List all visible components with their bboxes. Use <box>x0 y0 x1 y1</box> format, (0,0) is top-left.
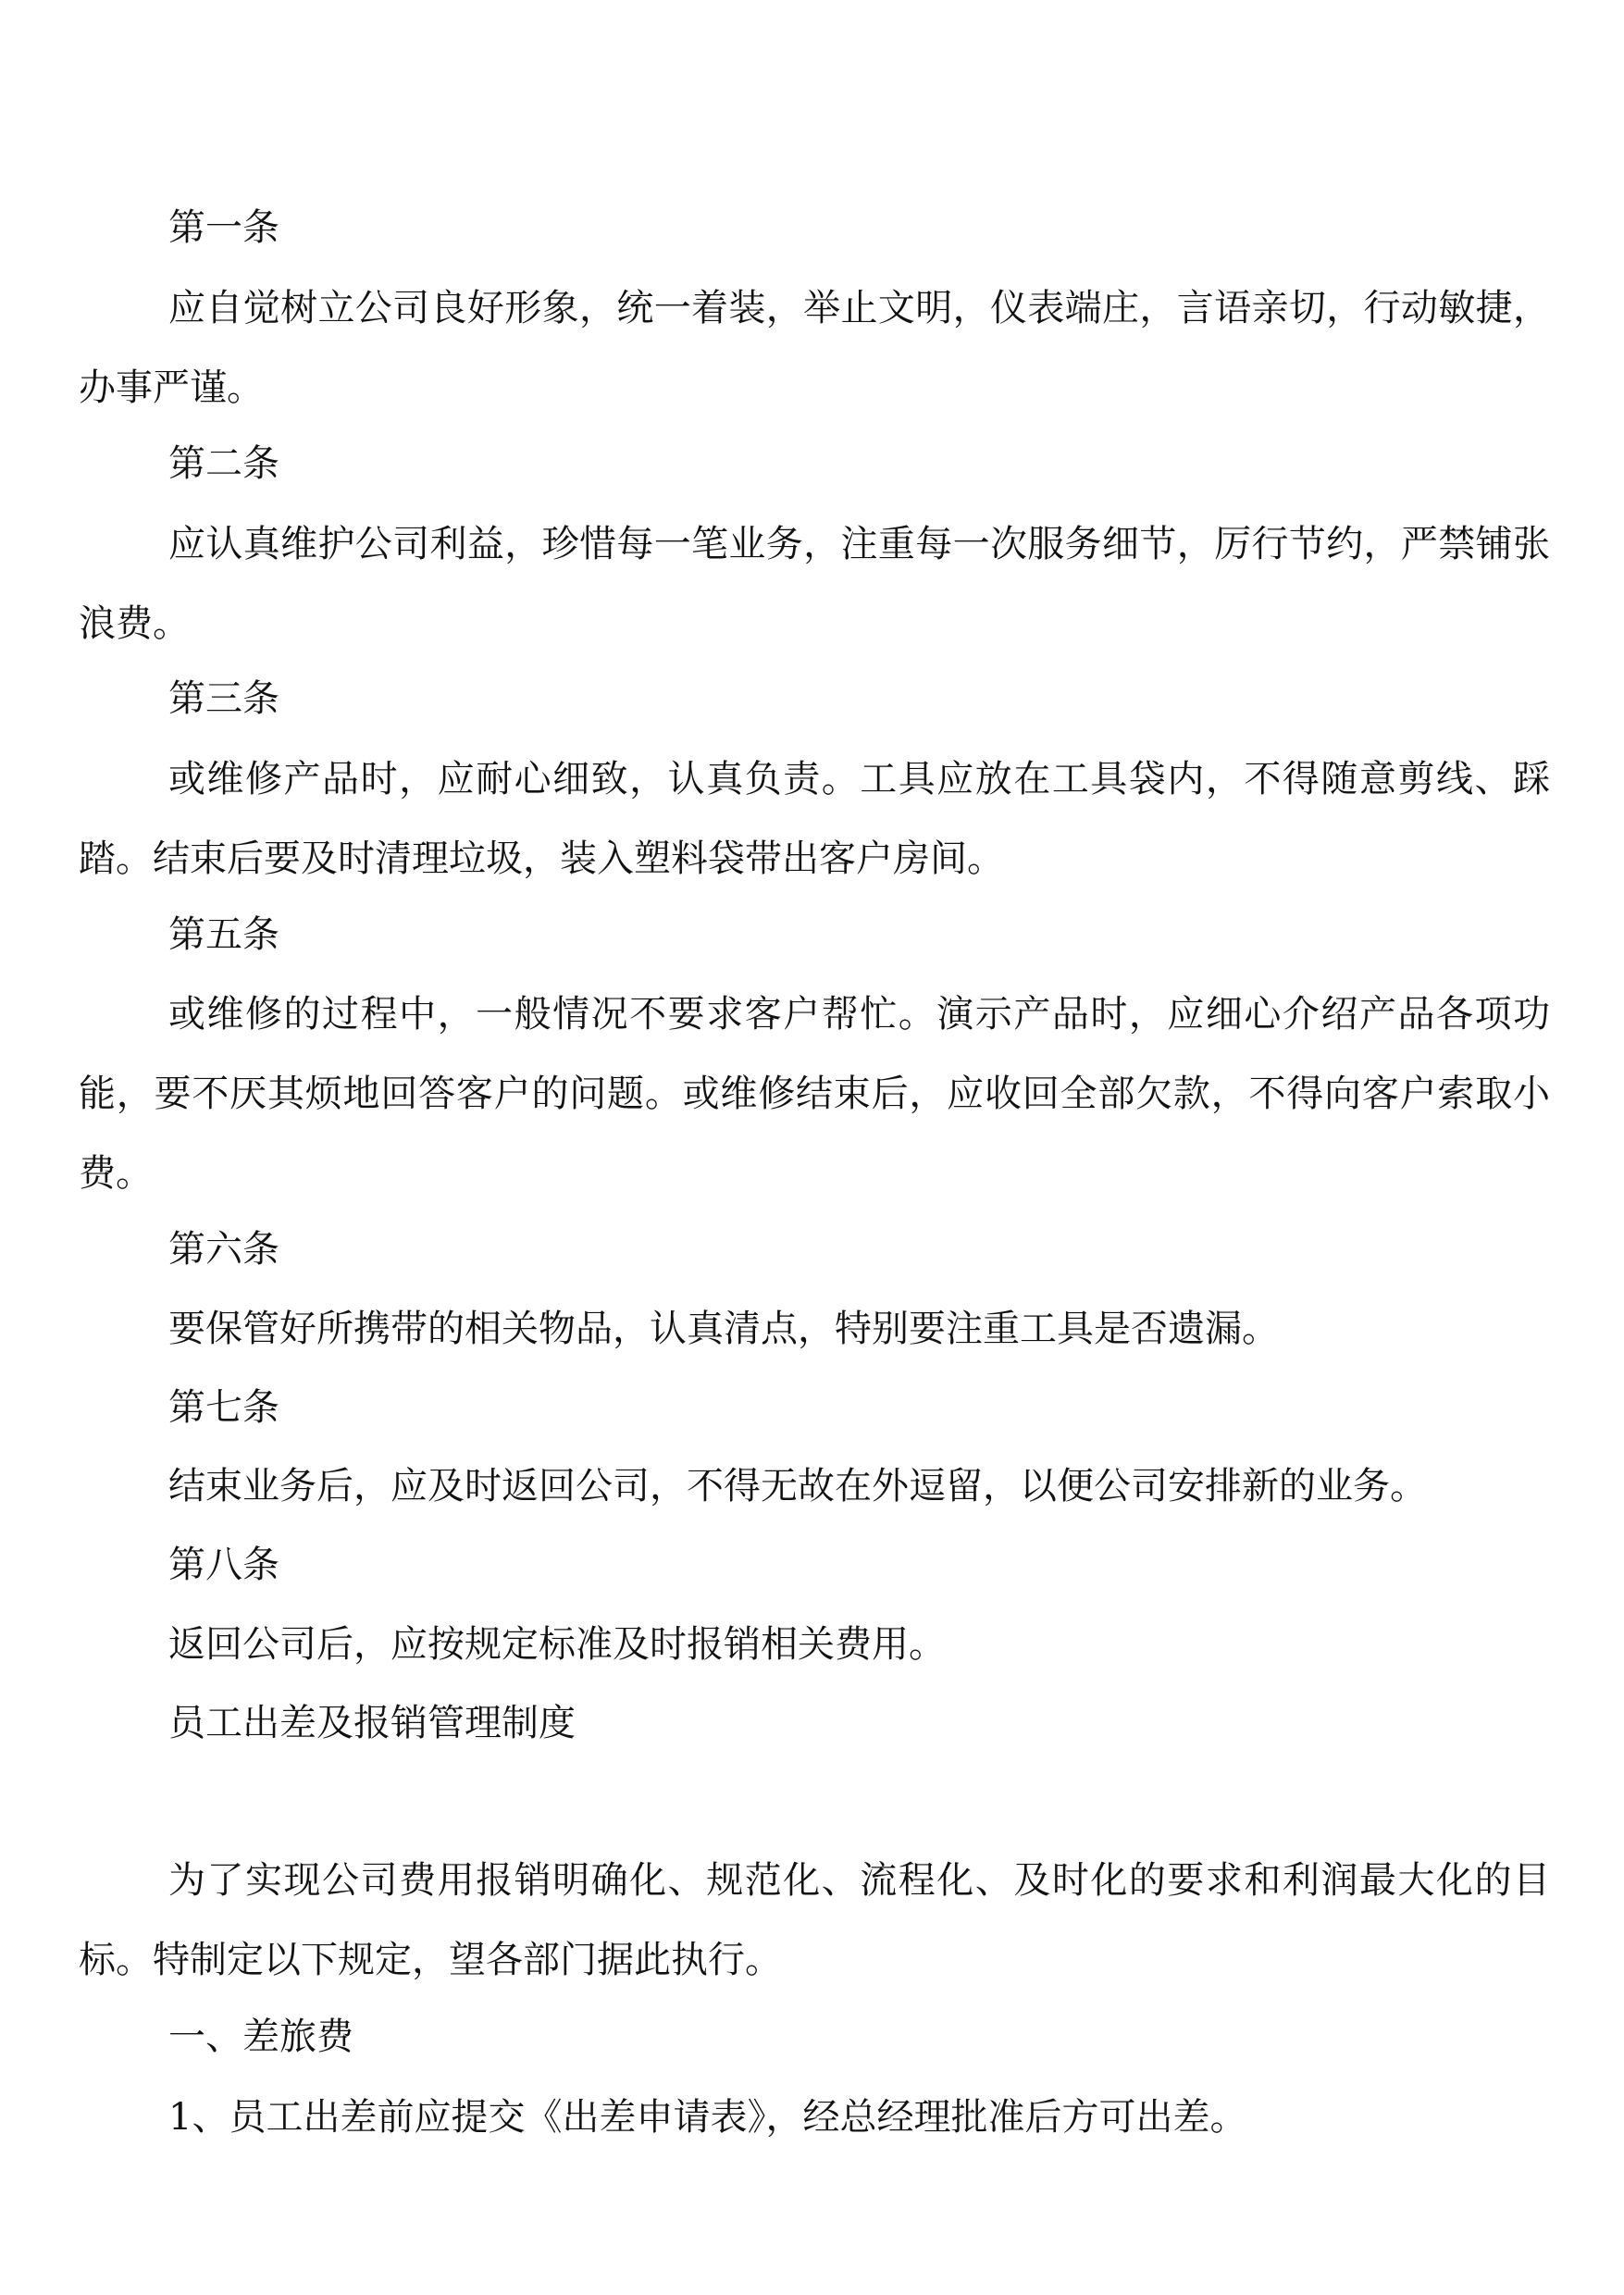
article-7-heading: 第七条 <box>168 1386 279 1429</box>
article-6-heading: 第六条 <box>168 1228 279 1271</box>
article-5-body: 或维修的过程中，一般情况不要求客户帮忙。演示产品时，应细心介绍产品各项功能，要不厌其烦地回答客户的问题。或维修结束后，应收回全部欠款，不得向客户索取小费。 <box>79 993 1550 1195</box>
article-8-heading: 第八条 <box>168 1544 279 1586</box>
article-6-body: 要保管好所携带的相关物品，认真清点，特别要注重工具是否遗漏。 <box>168 1308 1279 1350</box>
article-1-heading: 第一条 <box>168 206 279 249</box>
article-3-body: 或维修产品时，应耐心细致，认真负责。工具应放在工具袋内，不得随意剪线、踩踏。结束后要及时清理垃圾，装入塑料袋带出客户房间。 <box>79 758 1550 880</box>
article-2-body: 应认真维护公司利益，珍惜每一笔业务，注重每一次服务细节，厉行节约，严禁铺张浪费。 <box>79 523 1550 645</box>
article-8-body: 返回公司后，应按规定标准及时报销相关费用。 <box>168 1623 946 1666</box>
subsection-travel-expenses: 一、差旅费 <box>168 2016 353 2058</box>
article-5-heading: 第五条 <box>168 913 279 956</box>
article-7-body: 结束业务后，应及时返回公司，不得无故在外逗留，以便公司安排新的业务。 <box>168 1465 1427 1507</box>
intro-paragraph: 为了实现公司费用报销明确化、规范化、流程化、及时化的要求和利润最大化的目标。特制定以下规定，望各部门据此执行。 <box>79 1859 1550 1981</box>
article-3-heading: 第三条 <box>168 677 279 720</box>
rule-1: 1、员工出差前应提交《出差申请表》，经总经理批准后方可出差。 <box>168 2096 1247 2139</box>
article-2-heading: 第二条 <box>168 442 279 485</box>
article-1-body: 应自觉树立公司良好形象，统一着装，举止文明，仪表端庄，言语亲切，行动敏捷，办事严谨。 <box>79 287 1550 409</box>
section-title: 员工出差及报销管理制度 <box>168 1702 576 1744</box>
